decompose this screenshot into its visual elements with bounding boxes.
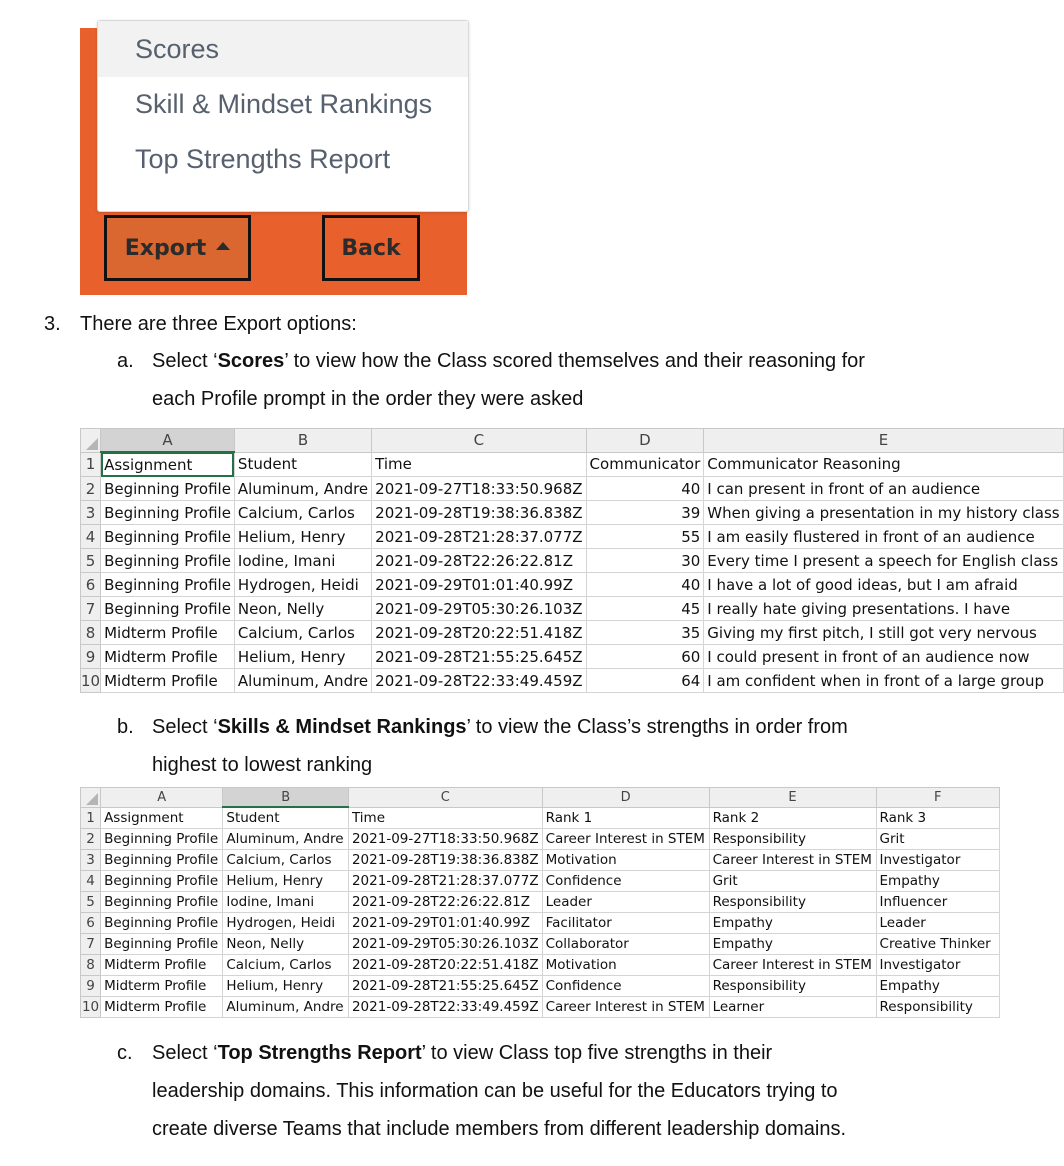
row-number[interactable]: 3 bbox=[81, 501, 101, 525]
table-cell[interactable]: Calcium, Carlos bbox=[234, 621, 371, 645]
table-cell[interactable]: Responsibility bbox=[709, 829, 876, 850]
table-cell[interactable]: Calcium, Carlos bbox=[223, 955, 349, 976]
table-cell[interactable]: Beginning Profile bbox=[101, 913, 223, 934]
table-cell[interactable]: Neon, Nelly bbox=[234, 597, 371, 621]
table-cell[interactable]: I could present in front of an audience now bbox=[704, 645, 1063, 669]
table-cell[interactable]: 2021-09-28T22:33:49.459Z bbox=[348, 997, 542, 1018]
column-header[interactable]: E bbox=[709, 788, 876, 808]
table-cell[interactable]: 40 bbox=[586, 477, 704, 501]
table-cell[interactable]: 2021-09-28T21:28:37.077Z bbox=[348, 871, 542, 892]
table-cell[interactable]: 2021-09-28T19:38:36.838Z bbox=[348, 850, 542, 871]
select-all-corner[interactable] bbox=[81, 788, 101, 808]
table-cell[interactable]: Midterm Profile bbox=[101, 669, 235, 693]
row-number[interactable]: 7 bbox=[81, 597, 101, 621]
table-row bbox=[81, 525, 1064, 549]
table-cell[interactable]: Midterm Profile bbox=[101, 645, 235, 669]
table-cell[interactable]: Aluminum, Andre bbox=[223, 997, 349, 1018]
table-cell[interactable]: 2021-09-28T21:28:37.077Z bbox=[372, 525, 586, 549]
table-cell[interactable]: Time bbox=[372, 452, 586, 477]
table-cell[interactable]: Career Interest in STEM bbox=[709, 955, 876, 976]
row-number[interactable]: 8 bbox=[81, 621, 101, 645]
table-cell[interactable]: Responsibility bbox=[709, 892, 876, 913]
rankings-table bbox=[80, 787, 1000, 1018]
row-number[interactable]: 8 bbox=[81, 955, 101, 976]
table-cell[interactable]: Career Interest in STEM bbox=[542, 997, 709, 1018]
table-cell[interactable]: Rank 3 bbox=[876, 807, 999, 829]
table-cell[interactable]: Beginning Profile bbox=[101, 501, 235, 525]
back-button-label: Back bbox=[341, 235, 401, 261]
table-cell[interactable]: Aluminum, Andre bbox=[234, 669, 371, 693]
item-c-line2: leadership domains. This information can be useful for the Educators trying to bbox=[152, 1080, 838, 1102]
table-cell[interactable]: Responsibility bbox=[709, 976, 876, 997]
export-button[interactable] bbox=[104, 215, 251, 281]
table-cell[interactable]: Beginning Profile bbox=[101, 549, 235, 573]
caret-up-icon bbox=[216, 242, 230, 250]
row-number[interactable]: 6 bbox=[81, 913, 101, 934]
table-cell[interactable]: Grit bbox=[709, 871, 876, 892]
back-button[interactable] bbox=[322, 215, 420, 281]
table-cell[interactable]: Facilitator bbox=[542, 913, 709, 934]
scores-spreadsheet bbox=[80, 428, 1060, 704]
table-cell[interactable]: Hydrogen, Heidi bbox=[234, 573, 371, 597]
table-cell[interactable]: When giving a presentation in my history class bbox=[704, 501, 1063, 525]
export-option-scores[interactable]: Scores bbox=[98, 21, 468, 77]
item-c-letter: c. bbox=[117, 1042, 133, 1064]
row-number[interactable]: 5 bbox=[81, 892, 101, 913]
table-cell[interactable]: Assignment bbox=[101, 452, 235, 477]
table-cell[interactable]: Beginning Profile bbox=[101, 850, 223, 871]
table-row bbox=[81, 997, 1000, 1018]
table-cell[interactable]: Beginning Profile bbox=[101, 597, 235, 621]
row-number[interactable]: 2 bbox=[81, 477, 101, 501]
table-cell[interactable]: Student bbox=[234, 452, 371, 477]
table-cell[interactable]: Motivation bbox=[542, 850, 709, 871]
row-number[interactable]: 5 bbox=[81, 549, 101, 573]
table-cell[interactable]: Beginning Profile bbox=[101, 573, 235, 597]
table-row bbox=[81, 871, 1000, 892]
corner-triangle-icon bbox=[86, 438, 98, 450]
table-row bbox=[81, 452, 1064, 477]
table-cell[interactable]: Helium, Henry bbox=[223, 976, 349, 997]
item-b-bold: Skills & Mindset Rankings bbox=[217, 716, 467, 738]
table-cell[interactable]: Neon, Nelly bbox=[223, 934, 349, 955]
item-b-line2: highest to lowest ranking bbox=[152, 754, 373, 776]
item-c-line1 bbox=[152, 1034, 772, 1072]
table-cell[interactable]: Beginning Profile bbox=[101, 892, 223, 913]
table-cell[interactable]: Student bbox=[223, 807, 349, 829]
table-cell[interactable]: Helium, Henry bbox=[234, 645, 371, 669]
table-row bbox=[81, 501, 1064, 525]
table-cell[interactable]: Collaborator bbox=[542, 934, 709, 955]
table-cell[interactable]: Communicator bbox=[586, 452, 704, 477]
table-row bbox=[81, 477, 1064, 501]
table-cell[interactable]: 40 bbox=[586, 573, 704, 597]
row-number[interactable]: 1 bbox=[81, 807, 101, 829]
column-header[interactable]: D bbox=[542, 788, 709, 808]
rankings-spreadsheet bbox=[80, 787, 1000, 1027]
table-cell[interactable]: Empathy bbox=[709, 913, 876, 934]
column-header[interactable]: A bbox=[101, 788, 223, 808]
row-number[interactable]: 4 bbox=[81, 871, 101, 892]
item-a-pre: Select ‘ bbox=[152, 350, 218, 372]
table-cell[interactable]: I really hate giving presentations. I have bbox=[704, 597, 1063, 621]
table-row bbox=[81, 955, 1000, 976]
table-cell[interactable]: 55 bbox=[586, 525, 704, 549]
table-cell[interactable]: Midterm Profile bbox=[101, 955, 223, 976]
table-cell[interactable]: Creative Thinker bbox=[876, 934, 999, 955]
table-cell[interactable]: 45 bbox=[586, 597, 704, 621]
table-row bbox=[81, 645, 1064, 669]
table-cell[interactable]: Investigator bbox=[876, 955, 999, 976]
table-cell[interactable]: 2021-09-28T22:26:22.81Z bbox=[348, 892, 542, 913]
table-row bbox=[81, 934, 1000, 955]
export-menu-screenshot bbox=[80, 14, 467, 295]
table-row bbox=[81, 850, 1000, 871]
item-a-letter: a. bbox=[117, 350, 134, 372]
table-cell[interactable]: 2021-09-28T22:33:49.459Z bbox=[372, 669, 586, 693]
table-cell[interactable]: Helium, Henry bbox=[223, 871, 349, 892]
table-cell[interactable]: Rank 1 bbox=[542, 807, 709, 829]
table-cell[interactable]: Midterm Profile bbox=[101, 997, 223, 1018]
table-cell[interactable]: 2021-09-28T22:26:22.81Z bbox=[372, 549, 586, 573]
table-row bbox=[81, 913, 1000, 934]
table-cell[interactable]: Grit bbox=[876, 829, 999, 850]
table-cell[interactable]: 2021-09-28T20:22:51.418Z bbox=[372, 621, 586, 645]
table-cell[interactable]: Beginning Profile bbox=[101, 871, 223, 892]
table-cell[interactable]: 60 bbox=[586, 645, 704, 669]
item-b-post: ’ to view the Class’s strengths in order from bbox=[466, 716, 848, 738]
table-cell[interactable]: Rank 2 bbox=[709, 807, 876, 829]
table-cell[interactable]: Confidence bbox=[542, 976, 709, 997]
table-cell[interactable]: Aluminum, Andre bbox=[234, 477, 371, 501]
step-3-number: 3. bbox=[44, 313, 61, 335]
table-cell[interactable]: Iodine, Imani bbox=[234, 549, 371, 573]
column-header[interactable]: D bbox=[586, 429, 704, 453]
item-c-line3: create diverse Teams that include members from different leadership domains. bbox=[152, 1118, 847, 1140]
table-row bbox=[81, 829, 1000, 850]
table-cell[interactable]: 2021-09-29T05:30:26.103Z bbox=[372, 597, 586, 621]
table-cell[interactable]: 2021-09-28T21:55:25.645Z bbox=[348, 976, 542, 997]
export-button-label: Export bbox=[124, 235, 207, 261]
row-number[interactable]: 3 bbox=[81, 850, 101, 871]
table-cell[interactable]: Leader bbox=[876, 913, 999, 934]
table-cell[interactable]: Learner bbox=[709, 997, 876, 1018]
table-cell[interactable]: 64 bbox=[586, 669, 704, 693]
column-header[interactable]: E bbox=[704, 429, 1063, 453]
table-cell[interactable]: 2021-09-28T21:55:25.645Z bbox=[372, 645, 586, 669]
table-cell[interactable]: 2021-09-28T20:22:51.418Z bbox=[348, 955, 542, 976]
table-cell[interactable]: I can present in front of an audience bbox=[704, 477, 1063, 501]
table-cell[interactable]: 2021-09-29T01:01:40.99Z bbox=[348, 913, 542, 934]
table-cell[interactable]: Beginning Profile bbox=[101, 477, 235, 501]
table-row bbox=[81, 976, 1000, 997]
table-cell[interactable]: Time bbox=[348, 807, 542, 829]
item-b-letter: b. bbox=[117, 716, 134, 738]
table-cell[interactable]: Midterm Profile bbox=[101, 976, 223, 997]
table-cell[interactable]: Iodine, Imani bbox=[223, 892, 349, 913]
scores-table bbox=[80, 428, 1064, 693]
table-cell[interactable]: Motivation bbox=[542, 955, 709, 976]
table-cell[interactable]: Career Interest in STEM bbox=[542, 829, 709, 850]
table-cell[interactable]: Career Interest in STEM bbox=[709, 850, 876, 871]
export-option-skill-mindset-rankings[interactable]: Skill & Mindset Rankings bbox=[135, 89, 433, 119]
column-header[interactable]: B bbox=[234, 429, 371, 453]
table-cell[interactable]: Confidence bbox=[542, 871, 709, 892]
table-cell[interactable]: Beginning Profile bbox=[101, 525, 235, 549]
table-cell[interactable]: I have a lot of good ideas, but I am afraid bbox=[704, 573, 1063, 597]
item-a-line1 bbox=[152, 342, 865, 380]
export-option-top-strengths-report[interactable]: Top Strengths Report bbox=[135, 144, 391, 174]
row-number[interactable]: 10 bbox=[81, 997, 101, 1018]
table-cell[interactable]: Giving my first pitch, I still got very nervous bbox=[704, 621, 1063, 645]
table-cell[interactable]: I am easily flustered in front of an audience bbox=[704, 525, 1063, 549]
table-cell[interactable]: Calcium, Carlos bbox=[223, 850, 349, 871]
table-cell[interactable]: Calcium, Carlos bbox=[234, 501, 371, 525]
table-cell[interactable]: 2021-09-27T18:33:50.968Z bbox=[372, 477, 586, 501]
table-row bbox=[81, 597, 1064, 621]
export-dropdown bbox=[97, 20, 469, 212]
column-header[interactable]: F bbox=[876, 788, 999, 808]
column-header[interactable]: B bbox=[223, 788, 349, 808]
item-c-pre: Select ‘ bbox=[152, 1042, 218, 1064]
table-cell[interactable]: Leader bbox=[542, 892, 709, 913]
column-header[interactable]: C bbox=[348, 788, 542, 808]
table-row bbox=[81, 807, 1000, 829]
table-row bbox=[81, 669, 1064, 693]
table-cell[interactable]: Aluminum, Andre bbox=[223, 829, 349, 850]
table-cell[interactable]: 2021-09-29T05:30:26.103Z bbox=[348, 934, 542, 955]
table-cell[interactable]: Hydrogen, Heidi bbox=[223, 913, 349, 934]
table-cell[interactable]: 39 bbox=[586, 501, 704, 525]
table-row bbox=[81, 573, 1064, 597]
table-cell[interactable]: 2021-09-29T01:01:40.99Z bbox=[372, 573, 586, 597]
item-a-post: ’ to view how the Class scored themselves and their reasoning for bbox=[284, 350, 865, 372]
table-cell[interactable]: I am confident when in front of a large group bbox=[704, 669, 1063, 693]
orange-toolbar-edge bbox=[80, 28, 98, 228]
item-c-bold: Top Strengths Report bbox=[217, 1042, 422, 1064]
table-row bbox=[81, 621, 1064, 645]
table-cell[interactable]: 2021-09-27T18:33:50.968Z bbox=[348, 829, 542, 850]
table-cell[interactable]: Assignment bbox=[101, 807, 223, 829]
row-number[interactable]: 4 bbox=[81, 525, 101, 549]
corner-triangle-icon bbox=[86, 793, 98, 805]
table-cell[interactable]: Responsibility bbox=[876, 997, 999, 1018]
row-number[interactable]: 9 bbox=[81, 645, 101, 669]
table-cell[interactable]: Empathy bbox=[876, 871, 999, 892]
row-number[interactable]: 7 bbox=[81, 934, 101, 955]
table-cell[interactable]: Influencer bbox=[876, 892, 999, 913]
step-3-text: There are three Export options: bbox=[80, 313, 357, 335]
table-cell[interactable]: Communicator Reasoning bbox=[704, 452, 1063, 477]
row-number[interactable]: 2 bbox=[81, 829, 101, 850]
table-cell[interactable]: Helium, Henry bbox=[234, 525, 371, 549]
item-a-line2: each Profile prompt in the order they were asked bbox=[152, 388, 584, 410]
table-cell[interactable]: Investigator bbox=[876, 850, 999, 871]
row-number[interactable]: 1 bbox=[81, 452, 101, 477]
item-a-bold: Scores bbox=[217, 350, 285, 372]
column-header-row bbox=[81, 788, 1000, 808]
table-row bbox=[81, 549, 1064, 573]
item-b-pre: Select ‘ bbox=[152, 716, 218, 738]
row-number[interactable]: 9 bbox=[81, 976, 101, 997]
select-all-corner[interactable] bbox=[81, 429, 101, 453]
table-cell[interactable]: 30 bbox=[586, 549, 704, 573]
table-row bbox=[81, 892, 1000, 913]
row-number[interactable]: 10 bbox=[81, 669, 101, 693]
column-header-row bbox=[81, 429, 1064, 453]
table-cell[interactable]: Empathy bbox=[709, 934, 876, 955]
column-header[interactable]: C bbox=[372, 429, 586, 453]
table-cell[interactable]: 2021-09-28T19:38:36.838Z bbox=[372, 501, 586, 525]
column-header[interactable]: A bbox=[101, 429, 235, 453]
table-cell[interactable]: Midterm Profile bbox=[101, 621, 235, 645]
row-number[interactable]: 6 bbox=[81, 573, 101, 597]
table-cell[interactable]: Beginning Profile bbox=[101, 829, 223, 850]
item-c-post: ’ to view Class top five strengths in their bbox=[421, 1042, 773, 1064]
table-cell[interactable]: Beginning Profile bbox=[101, 934, 223, 955]
table-cell[interactable]: Empathy bbox=[876, 976, 999, 997]
table-cell[interactable]: 35 bbox=[586, 621, 704, 645]
item-b-line1 bbox=[152, 708, 848, 746]
table-cell[interactable]: Every time I present a speech for English class bbox=[704, 549, 1063, 573]
